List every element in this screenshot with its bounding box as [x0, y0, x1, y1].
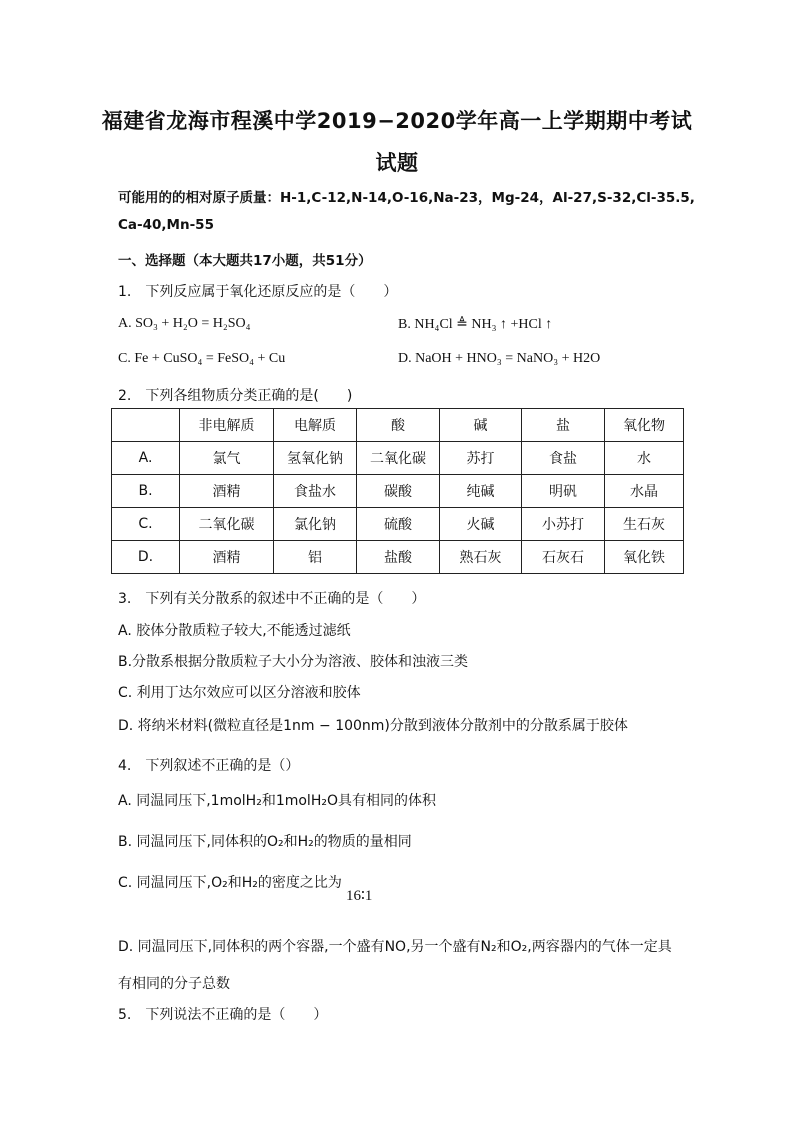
q4-option-c-ratio: 16∶1 — [346, 888, 373, 904]
table-cell: 小苏打 — [522, 508, 605, 541]
table-cell: 熟石灰 — [440, 541, 522, 574]
table-header-row — [112, 409, 684, 442]
atomic-mass-line1: 可能用的的相对原子质量：H-1,C-12,N-14,O-16,Na-23，Mg-24，Al-27,S-32,Cl-35.5, — [118, 190, 695, 206]
table-cell: 二氧化碳 — [180, 508, 274, 541]
q5-stem: 5. 下列说法不正确的是（ ） — [118, 1007, 328, 1023]
table-cell: B. — [112, 475, 180, 508]
table-cell: 酒精 — [180, 475, 274, 508]
table-cell: 氯气 — [180, 442, 274, 475]
table-cell: 碳酸 — [357, 475, 440, 508]
q3-option-a: A. 胶体分散质粒子较大,不能透过滤纸 — [118, 623, 351, 639]
table-cell: 明矾 — [522, 475, 605, 508]
table-header-cell: 酸 — [357, 409, 440, 442]
table-header-cell: 氧化物 — [605, 409, 684, 442]
table-header-cell — [112, 409, 180, 442]
table-cell: 硫酸 — [357, 508, 440, 541]
table-cell: 生石灰 — [605, 508, 684, 541]
q3-option-d: D. 将纳米材料(微粒直径是1nm − 100nm)分散到液体分散剂中的分散系属于胶体 — [118, 718, 628, 734]
table-cell: 食盐水 — [274, 475, 357, 508]
table-cell: A. — [112, 442, 180, 475]
table-cell: 铝 — [274, 541, 357, 574]
table-header-cell: 非电解质 — [180, 409, 274, 442]
table-row — [112, 541, 684, 574]
q3-option-b: B.分散系根据分散质粒子大小分为溶液、胶体和浊液三类 — [118, 654, 469, 670]
table-cell: 食盐 — [522, 442, 605, 475]
table-cell: C. — [112, 508, 180, 541]
table-cell: 氯化钠 — [274, 508, 357, 541]
q1-option-b: B. NH₄Cl ≜ NH₃ ↑ +HCl ↑ — [398, 317, 553, 332]
table-row — [112, 508, 684, 541]
table-cell: 氧化铁 — [605, 541, 684, 574]
q4-option-c: C. 同温同压下,O₂和H₂的密度之比为 — [118, 875, 342, 891]
section-heading: 一、选择题（本大题共17小题，共51分） — [118, 253, 372, 269]
q1-stem: 1. 下列反应属于氧化还原反应的是（ ） — [118, 284, 398, 300]
table-cell: 酒精 — [180, 541, 274, 574]
q1-option-d: D. NaOH + HNO₃ = NaNO₃ + H2O — [398, 351, 601, 366]
q1-option-c: C. Fe + CuSO₄ = FeSO₄ + Cu — [118, 351, 286, 366]
table-row — [112, 475, 684, 508]
table-cell: 水晶 — [605, 475, 684, 508]
table-cell: 火碱 — [440, 508, 522, 541]
table-cell: 盐酸 — [357, 541, 440, 574]
table-cell: D. — [112, 541, 180, 574]
q4-option-d-line1: D. 同温同压下,同体积的两个容器,一个盛有NO,另一个盛有N₂和O₂,两容器内的气体一定具 — [118, 939, 672, 955]
classification-table — [111, 408, 684, 574]
q3-stem: 3. 下列有关分散系的叙述中不正确的是（ ） — [118, 591, 426, 607]
q2-stem: 2. 下列各组物质分类正确的是( ) — [118, 388, 353, 404]
q4-option-a: A. 同温同压下,1molH₂和1molH₂O具有相同的体积 — [118, 793, 436, 809]
q3-option-c: C. 利用丁达尔效应可以区分溶液和胶体 — [118, 685, 361, 701]
q4-option-b: B. 同温同压下,同体积的O₂和H₂的物质的量相同 — [118, 834, 412, 850]
table-header-cell: 电解质 — [274, 409, 357, 442]
q1-option-a: A. SO₃ + H₂O = H₂SO₄ — [118, 316, 251, 331]
q4-option-d-line2: 有相同的分子总数 — [118, 976, 230, 992]
table-cell: 氢氧化钠 — [274, 442, 357, 475]
table-row — [112, 442, 684, 475]
q4-stem: 4. 下列叙述不正确的是（） — [118, 758, 300, 774]
table-cell: 石灰石 — [522, 541, 605, 574]
page-title-line1: 福建省龙海市程溪中学2019−2020学年高一上学期期中考试 — [101, 109, 693, 133]
table-header-cell: 盐 — [522, 409, 605, 442]
page-title-line2: 试题 — [375, 151, 419, 175]
atomic-mass-line2: Ca-40,Mn-55 — [118, 217, 214, 233]
table-cell: 二氧化碳 — [357, 442, 440, 475]
table-cell: 水 — [605, 442, 684, 475]
table-cell: 苏打 — [440, 442, 522, 475]
table-header-cell: 碱 — [440, 409, 522, 442]
table-cell: 纯碱 — [440, 475, 522, 508]
